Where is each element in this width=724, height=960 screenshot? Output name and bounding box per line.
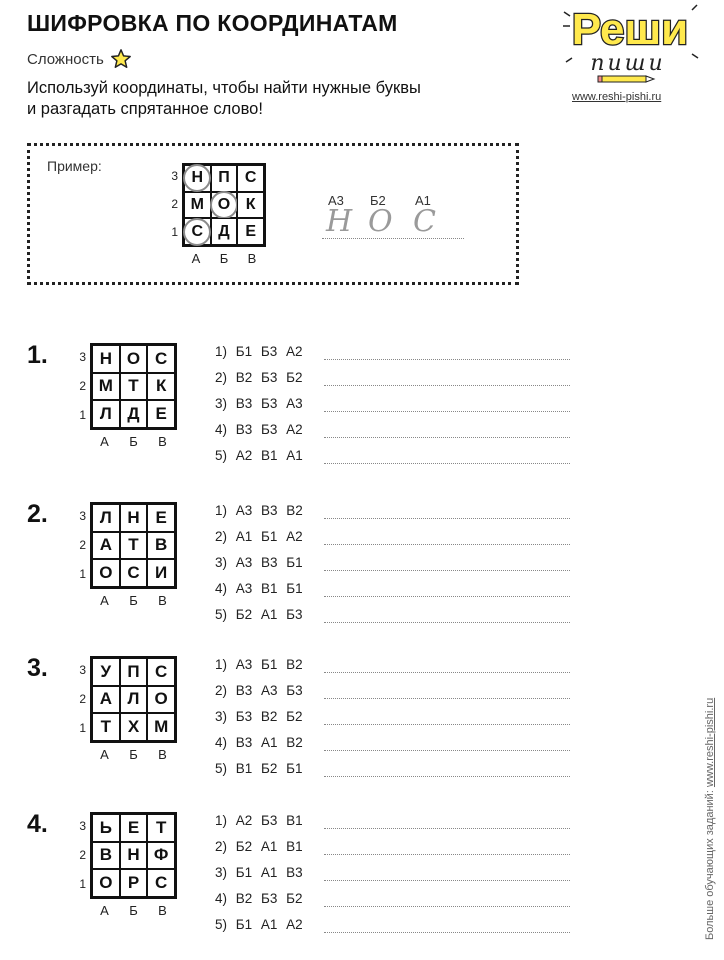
grid-letter: А (99, 689, 112, 709)
grid-letter: С (155, 873, 168, 893)
grid-letter: О (126, 348, 141, 368)
grid-letter: М (190, 195, 204, 213)
answer-line[interactable] (324, 359, 570, 360)
column-label: А (100, 593, 109, 608)
answer-line[interactable] (324, 672, 570, 673)
grid-letter: А (99, 535, 112, 555)
grid-cell (237, 192, 264, 219)
task-coordinates: 2) В2 Б3 Б2 (215, 370, 303, 385)
logo-reshi: Реши (571, 5, 689, 54)
pencil-icon (598, 76, 654, 82)
example-answer-letter: С (413, 204, 436, 239)
column-label: Б (129, 903, 138, 918)
answer-line[interactable] (324, 932, 570, 933)
grid-letter: В (99, 845, 112, 865)
grid-cell (120, 814, 148, 842)
column-label: А (100, 434, 109, 449)
grid-letter: К (155, 376, 167, 396)
reshi-pishi-logo (560, 2, 700, 90)
answer-line[interactable] (324, 776, 570, 777)
answer-line[interactable] (324, 411, 570, 412)
grid-letter: М (154, 717, 169, 737)
task-coordinates: 4) В3 Б3 А2 (215, 422, 303, 437)
task-coordinates: 2) Б2 А1 В1 (215, 839, 303, 854)
example-answer-letter: О (368, 204, 393, 239)
grid-letter: Л (127, 689, 140, 709)
grid-letter: Т (100, 717, 112, 737)
answer-line[interactable] (324, 828, 570, 829)
row-label: 2 (79, 691, 86, 706)
grid-letter: Ь (99, 817, 112, 837)
grid-cell (120, 373, 148, 401)
grid-letter: Л (99, 507, 112, 527)
grid-letter: Т (128, 376, 139, 396)
answer-line[interactable] (324, 698, 570, 699)
grid-letter: Н (127, 507, 140, 527)
task-coordinates: 4) В2 Б3 Б2 (215, 891, 303, 906)
puzzle-number: 3. (27, 654, 48, 682)
task-coordinates: 3) В3 Б3 А3 (215, 396, 303, 411)
logo-pishi: пиши (590, 51, 666, 76)
grid-letter: С (244, 169, 257, 187)
column-label: В (158, 747, 167, 762)
grid-cell (211, 165, 238, 192)
row-label: 2 (79, 847, 86, 862)
side-note (704, 698, 716, 940)
star-icon (110, 48, 132, 70)
grid-cell (120, 559, 148, 587)
row-label: 1 (79, 407, 86, 422)
row-label: 1 (79, 566, 86, 581)
task-coordinates: 1) А3 В3 В2 (215, 503, 303, 518)
column-label: Б (129, 747, 138, 762)
column-label: В (158, 903, 167, 918)
column-label: А (100, 903, 109, 918)
answer-line[interactable] (324, 385, 570, 386)
answer-line[interactable] (324, 437, 570, 438)
difficulty-label: Сложность (27, 50, 104, 68)
task-coordinates: 4) В3 А1 В2 (215, 735, 303, 750)
row-label: 1 (79, 720, 86, 735)
task-coordinates: 5) В1 Б2 Б1 (215, 761, 303, 776)
answer-line[interactable] (324, 463, 570, 464)
grid-cell (147, 814, 175, 842)
grid-letter: М (98, 376, 113, 396)
grid-cell (147, 400, 175, 428)
task-coordinates: 4) А3 В1 Б1 (215, 581, 303, 596)
row-label: 3 (79, 662, 86, 677)
row-label: 3 (79, 818, 86, 833)
instructions (27, 78, 421, 120)
column-label: А (100, 747, 109, 762)
circle-mark (210, 191, 238, 219)
task-coordinates: 1) Б1 Б3 А2 (215, 344, 303, 359)
grid-cell (147, 373, 175, 401)
grid-cell (147, 842, 175, 870)
site-link[interactable]: www.reshi-pishi.ru (572, 91, 662, 103)
grid-cell (184, 165, 211, 192)
task-coordinates: 5) А2 В1 А1 (215, 448, 303, 463)
grid-cell (184, 218, 211, 245)
grid-cell (147, 345, 175, 373)
side-note-link[interactable]: www.reshi-pishi.ru (704, 697, 716, 788)
grid-letter: Т (155, 817, 167, 837)
answer-line[interactable] (324, 596, 570, 597)
row-label: 1 (171, 225, 178, 239)
grid-cell (92, 400, 120, 428)
row-label: 3 (79, 349, 86, 364)
grid-cell (147, 504, 175, 532)
grid-cell (147, 658, 175, 686)
grid-cell (147, 869, 175, 897)
task-coordinates: 3) Б3 В2 Б2 (215, 709, 303, 724)
example-answer-letter: Н (326, 204, 353, 239)
task-coordinates: 5) Б1 А1 А2 (215, 917, 303, 932)
grid-cell (237, 165, 264, 192)
circle-mark (183, 218, 211, 246)
row-label: 1 (79, 876, 86, 891)
grid-cell (147, 559, 175, 587)
answer-line[interactable] (324, 880, 570, 881)
letter-grid (90, 502, 177, 589)
grid-cell (211, 218, 238, 245)
task-coordinates: 2) В3 А3 Б3 (215, 683, 303, 698)
task-coordinates: 3) Б1 А1 В3 (215, 865, 303, 880)
grid-letter: П (127, 661, 140, 681)
grid-letter: С (191, 222, 204, 240)
column-label: В (158, 593, 167, 608)
example-answer-line (322, 238, 464, 239)
grid-letter: В (155, 535, 168, 555)
grid-letter: Е (245, 222, 256, 240)
grid-cell (92, 686, 120, 714)
puzzle-number: 4. (27, 810, 48, 838)
grid-letter: О (154, 689, 168, 709)
grid-cell (120, 345, 148, 373)
grid-cell (147, 532, 175, 560)
grid-cell (120, 713, 148, 741)
grid-letter: С (127, 563, 140, 583)
grid-letter: Н (127, 845, 140, 865)
column-label: А (191, 251, 201, 266)
page-title: ШИФРОВКА ПО КООРДИНАТАМ (27, 10, 398, 36)
grid-letter: О (99, 873, 113, 893)
letter-grid (182, 163, 266, 247)
grid-cell (92, 842, 120, 870)
grid-letter: К (245, 195, 256, 213)
column-label: В (247, 251, 257, 266)
column-label: В (158, 434, 167, 449)
grid-letter: Н (99, 348, 112, 368)
difficulty (27, 48, 132, 70)
task-coordinates: 1) А2 Б3 В1 (215, 813, 303, 828)
row-label: 2 (79, 537, 86, 552)
letter-grid (90, 656, 177, 743)
answer-line[interactable] (324, 906, 570, 907)
grid-cell (184, 192, 211, 219)
puzzle-number: 1. (27, 341, 48, 369)
task-coordinates: 1) А3 Б1 В2 (215, 657, 303, 672)
grid-letter: Н (191, 169, 204, 187)
grid-cell (92, 658, 120, 686)
grid-cell (120, 686, 148, 714)
grid-letter: П (218, 169, 230, 187)
grid-cell (92, 373, 120, 401)
task-coordinates: 5) Б2 А1 Б3 (215, 607, 303, 622)
grid-letter: Т (128, 535, 139, 555)
grid-cell (147, 686, 175, 714)
side-note-text: Больше обучающих заданий: (704, 787, 716, 940)
row-label: 3 (79, 508, 86, 523)
circle-mark (183, 164, 211, 192)
answer-line[interactable] (324, 724, 570, 725)
grid-cell (92, 869, 120, 897)
grid-letter: У (100, 661, 112, 681)
example-coordinate: А1 (415, 193, 431, 208)
grid-cell (120, 400, 148, 428)
grid-cell (120, 658, 148, 686)
grid-letter: Д (218, 222, 230, 240)
grid-letter: Х (127, 717, 140, 737)
row-label: 2 (79, 378, 86, 393)
grid-letter: О (99, 563, 113, 583)
grid-letter: С (155, 348, 168, 368)
grid-letter: Р (127, 873, 140, 893)
grid-cell (92, 504, 120, 532)
column-label: Б (129, 434, 138, 449)
grid-letter: О (217, 195, 231, 213)
example-coordinate: А3 (328, 193, 344, 208)
column-label: Б (129, 593, 138, 608)
answer-line[interactable] (324, 750, 570, 751)
grid-cell (147, 713, 175, 741)
grid-letter: Е (155, 404, 167, 424)
grid-letter: Ф (153, 845, 169, 865)
row-label: 3 (171, 169, 178, 183)
grid-letter: Е (155, 507, 167, 527)
grid-letter: С (155, 661, 168, 681)
answer-line[interactable] (324, 518, 570, 519)
grid-cell (92, 713, 120, 741)
grid-cell (211, 192, 238, 219)
row-label: 2 (171, 197, 178, 211)
example-coordinate: Б2 (370, 193, 386, 208)
column-label: Б (219, 251, 229, 266)
letter-grid (90, 812, 177, 899)
task-coordinates: 3) А3 В3 Б1 (215, 555, 303, 570)
grid-cell (92, 345, 120, 373)
letter-grid (90, 343, 177, 430)
example-label: Пример: (47, 158, 102, 174)
grid-letter: Д (127, 404, 140, 424)
grid-letter: И (155, 563, 168, 583)
instructions-line-2: и разгадать спрятанное слово! (27, 100, 263, 118)
answer-line[interactable] (324, 622, 570, 623)
answer-line[interactable] (324, 544, 570, 545)
instructions-line-1: Используй координаты, чтобы найти нужные буквы (27, 79, 421, 97)
grid-cell (237, 218, 264, 245)
grid-cell (120, 869, 148, 897)
grid-letter: Л (99, 404, 112, 424)
puzzle-number: 2. (27, 500, 48, 528)
grid-cell (120, 532, 148, 560)
answer-line[interactable] (324, 854, 570, 855)
grid-cell (92, 814, 120, 842)
grid-cell (120, 504, 148, 532)
grid-cell (92, 559, 120, 587)
answer-line[interactable] (324, 570, 570, 571)
grid-cell (92, 532, 120, 560)
grid-letter: Е (127, 817, 140, 837)
grid-cell (120, 842, 148, 870)
task-coordinates: 2) А1 Б1 А2 (215, 529, 303, 544)
